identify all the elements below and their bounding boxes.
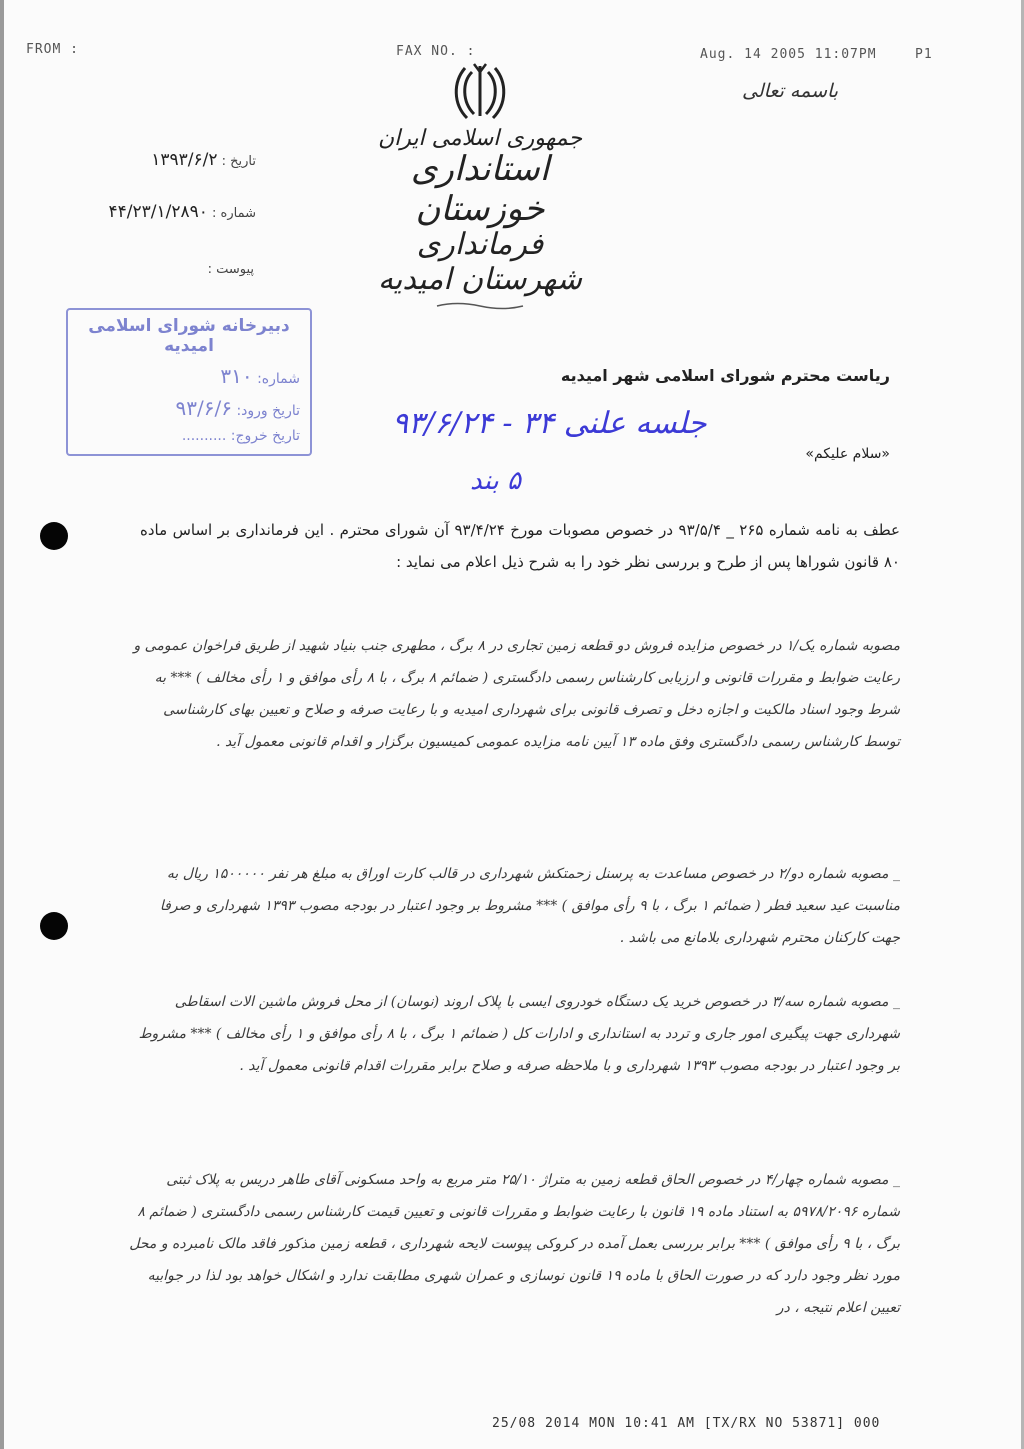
date-value: ۱۳۹۳/۶/۲ xyxy=(151,150,218,170)
stamp-exit-label: تاریخ خروج: xyxy=(230,428,300,444)
stamp-exit-row: تاریخ خروج: .......... xyxy=(181,428,300,444)
letterhead xyxy=(360,60,600,311)
resolution-4: _ مصوبه شماره چهار/۴ در خصوص الحاق قطعه زمین به متراژ ۲۵/۱۰ متر مربع به واحد مسکونی آقای طاهر دریس به پلاک ثبتی شماره ۵۹۷۸/۲۰۹۶ به استناد ماده ۱۹ قانون با رعایت ضوابط و مقررات قانونی و تعیین قیمت کارشناس رسمی دادگستری ( ضمائم ۸ برگ ، با ۹ رأی موافق ) *** برابر بررسی بعمل آمده در کروکی پیوست لایحه شهرداری ، قطعه زمین مذکور فاقد مالک نامبرده و محل مورد نظر وجود دارد که در صورت الحاق با ماده ۱۹ قانون نوسازی و عمران شهری مطابقت ندارد و اشکال خواهد بود لذا در جوابیه تعیین اعلام نتیجه ، در xyxy=(129,1172,900,1316)
fax-page: P1 xyxy=(915,47,933,62)
intro-paragraph: عطف به نامه شماره ۲۶۵ _ ۹۳/۵/۴ در خصوص مصوبات مورخ ۹۳/۴/۲۴ آن شورای محترم . این فرمانداری بر اساس ماده ۸۰ قانون شوراها پس از طرح و بررسی نظر خود را به شرح ذیل اعلام می نماید : xyxy=(140,521,900,571)
stamp-entry-value: ۹۳/۶/۶ xyxy=(175,396,232,420)
fax-number-label: FAX NO. : xyxy=(396,44,476,59)
date-label: تاریخ : xyxy=(221,154,256,169)
resolution-1: مصوبه شماره یک/۱ در خصوص مزایده فروش دو قطعه زمین تجاری در ۸ برگ ، مطهری جنب بنیاد شهید از طریق فراخوان عمومی و رعایت ضوابط و مقررات قانونی و ارزیابی کارشناس رسمی دادگستری ( ضمائم ۸ برگ ، با ۸ رأی موافق و ۱ رأی مخالف ) *** به شرط وجود اسناد مالکیت و اجازه دخل و تصرف قانونی برای شهرداری امیدیه و با رعایت صرفه و صلاح و تعیین بهای کارشناسی توسط کارشناس رسمی دادگستری وفق ماده ۱۳ آیین نامه مزایده عمومی کمیسیون برگزار و اقدام قانونی معمول آید . xyxy=(133,638,900,750)
stamp-number-row xyxy=(78,364,300,388)
resolution-2: _ مصوبه شماره دو/۲ در خصوص مساعدت به پرسنل زحمتکش شهرداری در قالب کارت اوراق به مبلغ هر نفر ۱۵۰۰۰۰۰ ریال به مناسبت عید سعید فطر ( ضمائم ۱ برگ ، با ۹ رأی موافق ) *** مشروط بر وجود اعتبار در بودجه مصوب ۱۳۹۳ شهرداری و صرفا جهت کارکنان محترم شهرداری بلامانع می باشد . xyxy=(159,866,900,946)
number-value: ۴۴/۲۳/۱/۲۸۹۰ xyxy=(108,202,208,222)
letterhead-line-3: فرمانداری شهرستان امیدیه xyxy=(377,227,583,297)
resolution-3: _ مصوبه شماره سه/۳ در خصوص خرید یک دستگاه خودروی ایسی با پلاک اروند (نوسان) از محل فروش ماشین الات اسقاطی شهرداری جهت پیگیری امور جاری و تردد به استانداری و ادارات کل ( ضمائم ۱ برگ ، با ۸ رأی موافق و ۱ رأی مخالف ) *** مشروط بر وجود اعتبار در بودجه مصوب ۱۳۹۳ شهرداری و با ملاحظه صرفه و صلاح برابر مقررات اقدام قانونی معمول آید . xyxy=(138,994,900,1074)
stamp-entry-label: تاریخ ورود: xyxy=(236,403,300,419)
date-row xyxy=(151,150,256,170)
scan-edge-left xyxy=(0,0,4,1449)
handwritten-clause-note: ۵ بند xyxy=(470,466,521,496)
invocation: باسمه تعالی xyxy=(742,80,839,102)
punch-hole xyxy=(40,522,68,550)
letterhead-line-1: جمهوری اسلامی ایران xyxy=(377,126,583,151)
letterhead-ornament xyxy=(435,301,525,311)
stamp-entry-row xyxy=(78,396,300,420)
stamp-number-value: ۳۱۰ xyxy=(220,364,253,388)
stamp-number-label: شماره: xyxy=(257,371,300,387)
recipient-line: ریاست محترم شورای اسلامی شهر امیدیه xyxy=(560,366,890,385)
attachment-row xyxy=(208,262,254,277)
attachment-label: پیوست : xyxy=(207,262,254,277)
punch-hole xyxy=(40,912,68,940)
number-label: شماره : xyxy=(212,206,256,221)
greeting: «سلام علیکم» xyxy=(805,446,890,462)
number-row xyxy=(109,202,257,222)
letterhead-line-2: استانداری خوزستان xyxy=(410,149,550,229)
stamp-title: دبیرخانه شورای اسلامی امیدیه xyxy=(88,316,290,356)
footer-fax-line: 25/08 2014 MON 10:41 AM [TX/RX NO 53871] 000 xyxy=(492,1416,881,1431)
iran-emblem-icon xyxy=(450,60,510,122)
fax-date-time: Aug. 14 2005 11:07PM xyxy=(700,47,877,62)
handwritten-session-note: جلسه علنی ۳۴ - ۹۳/۶/۲۴ xyxy=(392,406,707,441)
fax-from: FROM : xyxy=(26,42,79,57)
secretariat-stamp xyxy=(66,308,312,456)
